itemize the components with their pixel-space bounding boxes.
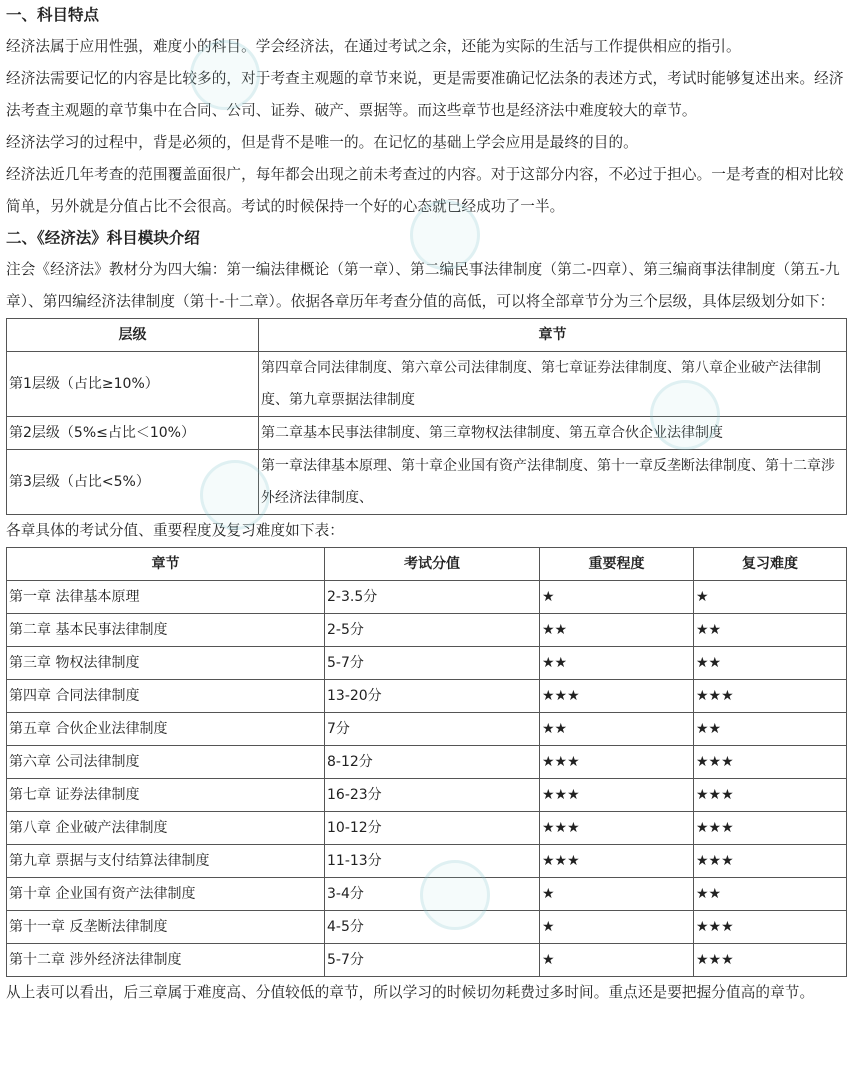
score-cell: 16-23分 — [325, 779, 540, 812]
watermark-logo — [190, 40, 260, 110]
importance-stars: ★★★ — [540, 812, 694, 845]
table-header-row — [7, 548, 847, 581]
watermark-logo — [420, 860, 490, 930]
table-row — [7, 581, 847, 614]
table-row — [7, 647, 847, 680]
column-header: 考试分值 — [325, 548, 540, 581]
difficulty-stars: ★★★ — [694, 812, 847, 845]
score-cell: 3-4分 — [325, 878, 540, 911]
difficulty-stars: ★ — [694, 581, 847, 614]
importance-stars: ★★★ — [540, 746, 694, 779]
score-cell: 2-3.5分 — [325, 581, 540, 614]
importance-stars: ★ — [540, 911, 694, 944]
score-cell: 10-12分 — [325, 812, 540, 845]
levels-table — [6, 318, 847, 515]
section-1-heading: 一、科目特点 — [6, 6, 100, 24]
score-cell: 4-5分 — [325, 911, 540, 944]
table-header-row — [7, 319, 847, 352]
score-cell: 11-13分 — [325, 845, 540, 878]
table-2-caption: 各章具体的考试分值、重要程度及复习难度如下表： — [6, 522, 344, 539]
difficulty-stars: ★★ — [694, 614, 847, 647]
difficulty-stars: ★★★ — [694, 944, 847, 977]
chapter-cell: 第二章 基本民事法律制度 — [7, 614, 325, 647]
chapter-cell: 第四章 合同法律制度 — [7, 680, 325, 713]
section-1-paragraph: 经济法近几年考查的范围覆盖面很广，每年都会出现之前未考查过的内容。对于这部分内容，不必过于担心。一是考查的相对比较简单，另外就是分值占比不会很高。考试的时候保持一个好的心态就已经成功了一半。 — [6, 166, 844, 215]
chapter-cell: 第十二章 涉外经济法律制度 — [7, 944, 325, 977]
table-row — [7, 680, 847, 713]
difficulty-stars: ★★ — [694, 878, 847, 911]
score-cell: 7分 — [325, 713, 540, 746]
section-1-paragraph: 经济法学习的过程中，背是必须的，但是背不是唯一的。在记忆的基础上学会应用是最终的目的。 — [6, 134, 638, 151]
column-header: 层级 — [7, 319, 259, 352]
importance-stars: ★★ — [540, 713, 694, 746]
chapter-cell: 第五章 合伙企业法律制度 — [7, 713, 325, 746]
importance-stars: ★★ — [540, 614, 694, 647]
level-cell: 第2层级（5%≤占比＜10%） — [7, 417, 259, 450]
difficulty-stars: ★★ — [694, 647, 847, 680]
watermark-logo — [410, 200, 480, 270]
table-row — [7, 779, 847, 812]
chapter-cell: 第六章 公司法律制度 — [7, 746, 325, 779]
difficulty-stars: ★★★ — [694, 746, 847, 779]
score-cell: 5-7分 — [325, 944, 540, 977]
chapter-cell: 第九章 票据与支付结算法律制度 — [7, 845, 325, 878]
column-header: 章节 — [7, 548, 325, 581]
section-1-paragraph: 经济法属于应用性强，难度小的科目。学会经济法，在通过考试之余，还能为实际的生活与工作提供相应的指引。 — [6, 38, 741, 55]
table-row — [7, 944, 847, 977]
importance-stars: ★ — [540, 581, 694, 614]
section-2-intro: 注会《经济法》教材分为四大编：第一编法律概论（第一章）、第二编民事法律制度（第二-四章）、第三编商事法律制度（第五-九章）、第四编经济法律制度（第十-十二章）。依据各章历年考查分值的高低，可以将全部章节分为三个层级，具体层级划分如下： — [6, 261, 840, 310]
table-row — [7, 352, 847, 417]
chapter-cell: 第十章 企业国有资产法律制度 — [7, 878, 325, 911]
chapters-cell: 第四章合同法律制度、第六章公司法律制度、第七章证券法律制度、第八章企业破产法律制度、第九章票据法律制度 — [259, 352, 847, 417]
importance-stars: ★ — [540, 878, 694, 911]
chapter-cell: 第七章 证券法律制度 — [7, 779, 325, 812]
difficulty-stars: ★★★ — [694, 680, 847, 713]
score-cell: 8-12分 — [325, 746, 540, 779]
score-cell: 2-5分 — [325, 614, 540, 647]
chapter-cell: 第一章 法律基本原理 — [7, 581, 325, 614]
table-row — [7, 812, 847, 845]
table-row — [7, 450, 847, 515]
table-row — [7, 614, 847, 647]
importance-stars: ★★ — [540, 647, 694, 680]
difficulty-stars: ★★★ — [694, 779, 847, 812]
chapters-cell: 第一章法律基本原理、第十章企业国有资产法律制度、第十一章反垄断法律制度、第十二章涉外经济法律制度、 — [259, 450, 847, 515]
chapter-cell: 第十一章 反垄断法律制度 — [7, 911, 325, 944]
watermark-logo — [200, 460, 270, 530]
chapter-cell: 第八章 企业破产法律制度 — [7, 812, 325, 845]
score-cell: 5-7分 — [325, 647, 540, 680]
table-row — [7, 713, 847, 746]
column-header: 章节 — [259, 319, 847, 352]
difficulty-stars: ★★★ — [694, 845, 847, 878]
chapters-cell: 第二章基本民事法律制度、第三章物权法律制度、第五章合伙企业法律制度 — [259, 417, 847, 450]
chapter-cell: 第三章 物权法律制度 — [7, 647, 325, 680]
conclusion-paragraph: 从上表可以看出，后三章属于难度高、分值较低的章节，所以学习的时候切勿耗费过多时间。重点还是要把握分值高的章节。 — [6, 984, 815, 1001]
level-cell: 第1层级（占比≥10%） — [7, 352, 259, 417]
importance-stars: ★ — [540, 944, 694, 977]
importance-stars: ★★★ — [540, 845, 694, 878]
section-1-paragraph: 经济法需要记忆的内容是比较多的，对于考查主观题的章节来说，更是需要准确记忆法条的表述方式，考试时能够复述出来。经济法考查主观题的章节集中在合同、公司、证券、破产、票据等。而这些章节也是经济法中难度较大的章节。 — [6, 70, 844, 119]
column-header: 复习难度 — [694, 548, 847, 581]
table-row — [7, 417, 847, 450]
watermark-logo — [650, 380, 720, 450]
section-2-heading: 二、《经济法》科目模块介绍 — [6, 229, 200, 247]
importance-stars: ★★★ — [540, 779, 694, 812]
importance-stars: ★★★ — [540, 680, 694, 713]
score-cell: 13-20分 — [325, 680, 540, 713]
difficulty-stars: ★★★ — [694, 911, 847, 944]
table-row — [7, 746, 847, 779]
level-cell: 第3层级（占比<5%） — [7, 450, 259, 515]
column-header: 重要程度 — [540, 548, 694, 581]
difficulty-stars: ★★ — [694, 713, 847, 746]
